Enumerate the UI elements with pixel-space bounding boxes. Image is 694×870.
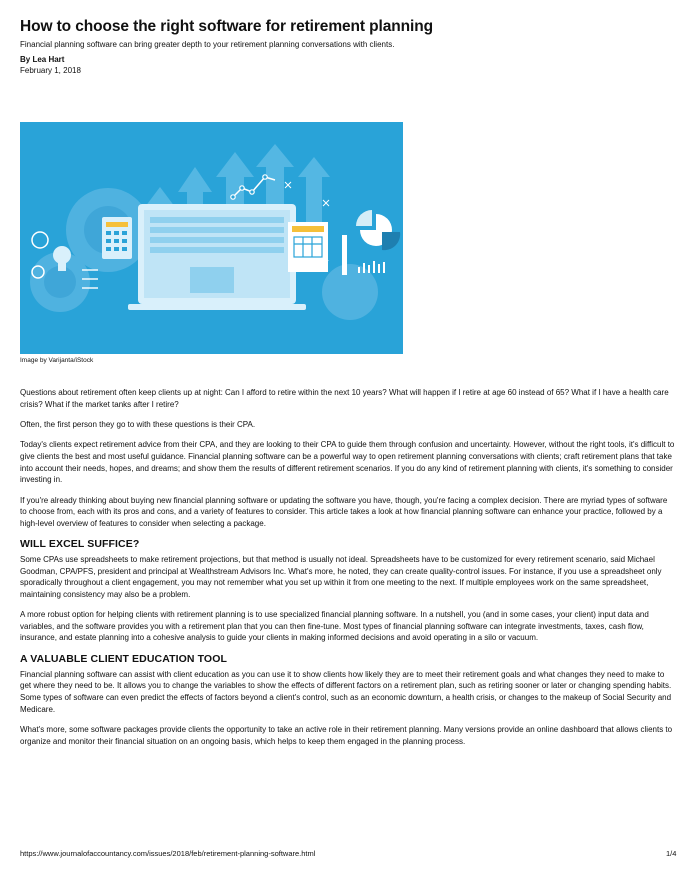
page-number: 1/4 xyxy=(666,849,677,858)
image-credit: Image by Varijanta/iStock xyxy=(20,357,94,364)
hero-illustration xyxy=(20,122,403,354)
section-heading: A VALUABLE CLIENT EDUCATION TOOL xyxy=(20,652,227,665)
paragraph: Questions about retirement often keep clients up at night: Can I afford to retire within the next 10 years? What will happen if I retire at age 60 instead of 65? What if I have a health care crisis? What if the market tanks after I retire? xyxy=(20,388,669,409)
article-subtitle: Financial planning software can bring greater depth to your retirement planning conversations with clients. xyxy=(20,40,395,49)
article-byline: By Lea Hart xyxy=(20,55,65,64)
article-date: February 1, 2018 xyxy=(20,66,81,75)
footer-url: https://www.journalofaccountancy.com/issues/2018/feb/retirement-planning-software.html xyxy=(20,849,316,858)
paragraph: Financial planning software can assist with client education as you can use it to show clients how likely they are to meet their retirement goals and what changes they need to make to get where they need to be. It allows you to change the variables to show the effects of different factors on a retirement plan, such as retiring sooner or later or changing spending habits. Some types of software can even predict the effects of factors beyond a client's control, such as an economic downturn, a health crisis, or changes to the makeup of Social Security and Medicare. xyxy=(20,669,672,714)
article-title: How to choose the right software for retirement planning xyxy=(20,18,433,35)
section-heading: WILL EXCEL SUFFICE? xyxy=(20,538,140,551)
paragraph: Today's clients expect retirement advice from their CPA, and they are looking to their CPA to guide them through confusion and uncertainty. However, without the right tools, it's difficult to give clients the best and most useful guidance. Financial planning software can be a powerful way to open retirement planning conversations with clients; craft retirement plans that take into account their needs, hopes, and dreams; and show them the results of different retirement scenarios. If you do any kind of retirement planning with clients, it's something to consider investing in. xyxy=(20,440,675,485)
paragraph: A more robust option for helping clients with retirement planning is to use specialized financial planning software. In a nutshell, you (and in some cases, your client) input data and variables, and the software provides you with a retirement plan that you can then fine-tune. Most types of financial planning software can integrate investments, taxes, cash flow, insurance, and estate planning into a cohesive analysis to guide your clients in making informed decisions and avoid operating in a silo or vacuum. xyxy=(20,610,649,643)
paragraph: If you're already thinking about buying new financial planning software or updating the software you have, though, you're facing a complex decision. There are myriad types of software to choose from, each with its pros and cons, and a variety of features to consider. This article takes a look at how financial planning software can enhance your practice, followed by a high-level overview of features to consider when selecting a package. xyxy=(20,495,668,528)
paragraph: Some CPAs use spreadsheets to make retirement projections, but that method is usually not ideal. Spreadsheets have to be customized for every retirement scenario, said Michael Goodman, CPA/PFS, president and principal at Wealthstream Advisors Inc. What's more, he noted, they can create quality-control issues. For instance, if you use a spreadsheet only sporadically throughout a client engagement, you may not remember what you set up within it from one meeting to the next. If multiple employees work on the same spreadsheet, maintaining consistency may also be a problem. xyxy=(20,555,662,599)
article-body xyxy=(20,387,676,756)
paragraph: Often, the first person they go to with these questions is their CPA. xyxy=(20,419,256,429)
paragraph: What's more, some software packages provide clients the opportunity to take an active role in their retirement planning. Many versions provide an online dashboard that allows clients to organize and monitor their financial situation on an ongoing basis, which helps to keep them engaged in the planning process. xyxy=(20,725,673,746)
finance-laptop-illustration xyxy=(20,122,403,354)
article xyxy=(20,18,676,746)
